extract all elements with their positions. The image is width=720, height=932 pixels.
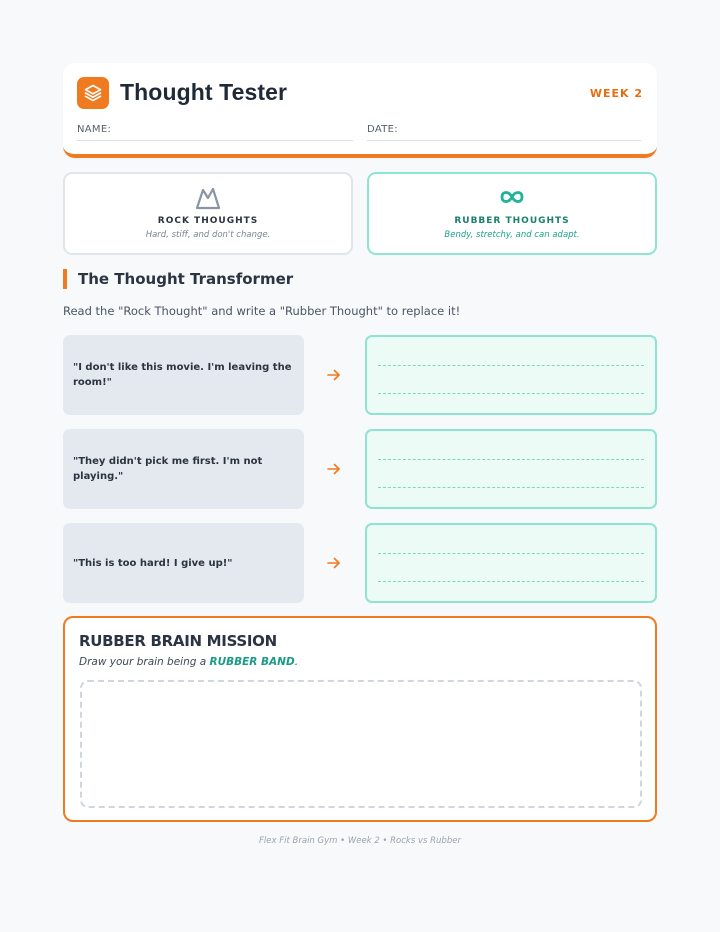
rubber-thought-answer-box[interactable] bbox=[365, 523, 657, 603]
mission-highlight: RUBBER BAND bbox=[209, 656, 295, 668]
writing-line bbox=[378, 459, 644, 460]
week-badge: WEEK 2 bbox=[589, 87, 643, 100]
rock-thought-box bbox=[63, 429, 304, 509]
mission-description bbox=[79, 656, 298, 668]
mission-description-prefix: Draw your brain being a bbox=[79, 656, 210, 668]
page-title: Thought Tester bbox=[120, 79, 288, 105]
rock-thoughts-description: Hard, stiff, and don't change. bbox=[145, 230, 271, 240]
writing-line bbox=[378, 553, 644, 554]
arrow-right-icon bbox=[326, 367, 342, 383]
instructions-text: Read the "Rock Thought" and write a "Rubber Thought" to replace it! bbox=[63, 304, 461, 318]
worksheet-page bbox=[63, 63, 657, 846]
drawing-area[interactable] bbox=[80, 680, 642, 808]
rubber-thought-answer-box[interactable] bbox=[365, 429, 657, 509]
section-heading: The Thought Transformer bbox=[63, 269, 293, 289]
rock-thoughts-label: ROCK THOUGHTS bbox=[157, 216, 259, 226]
layers-icon bbox=[77, 77, 109, 109]
writing-line bbox=[378, 393, 644, 394]
writing-line bbox=[378, 487, 644, 488]
name-field[interactable] bbox=[77, 124, 353, 141]
mountain-icon bbox=[65, 185, 351, 215]
rock-thought-text: "I don't like this movie. I'm leaving the room!" bbox=[73, 362, 292, 388]
writing-line bbox=[378, 365, 644, 366]
rock-thought-box bbox=[63, 523, 304, 603]
mission-description-suffix: . bbox=[294, 656, 299, 668]
rock-thoughts-card bbox=[63, 172, 353, 255]
name-label: NAME: bbox=[77, 124, 112, 135]
rock-thought-box bbox=[63, 335, 304, 415]
arrow-right-icon bbox=[326, 461, 342, 477]
transform-row bbox=[63, 523, 657, 603]
rubber-thoughts-label: RUBBER THOUGHTS bbox=[454, 216, 570, 226]
rock-thought-text: "They didn't pick me first. I'm not playing." bbox=[73, 456, 263, 482]
footer-text: Flex Fit Brain Gym • Week 2 • Rocks vs Rubber bbox=[259, 836, 461, 846]
infinity-icon bbox=[369, 185, 655, 215]
header-card bbox=[63, 63, 657, 158]
rubber-thought-answer-box[interactable] bbox=[365, 335, 657, 415]
date-label: DATE: bbox=[367, 124, 398, 135]
arrow-right-icon bbox=[326, 555, 342, 571]
transform-row bbox=[63, 429, 657, 509]
writing-line bbox=[378, 581, 644, 582]
mission-title: RUBBER BRAIN MISSION bbox=[79, 632, 277, 650]
thought-types bbox=[63, 172, 657, 255]
transform-row bbox=[63, 335, 657, 415]
rubber-thoughts-card bbox=[367, 172, 657, 255]
rubber-brain-mission bbox=[63, 616, 657, 822]
rubber-thoughts-description: Bendy, stretchy, and can adapt. bbox=[444, 230, 580, 240]
date-field[interactable] bbox=[367, 124, 641, 141]
rock-thought-text: "This is too hard! I give up!" bbox=[73, 557, 233, 569]
